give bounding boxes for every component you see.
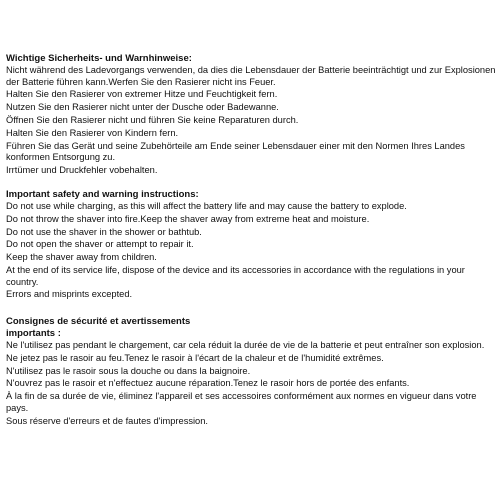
french-safety-section <box>6 316 496 428</box>
english-line: Do not use while charging, as this will affect the battery life and may cause the battery to explode. <box>6 201 407 211</box>
english-heading: Important safety and warning instructions: <box>6 189 199 200</box>
french-line: Ne jetez pas le rasoir au feu.Tenez le rasoir à l'écart de la chaleur et de l'humidité extrêmes. <box>6 352 384 363</box>
french-line: N'ouvrez pas le rasoir et n'effectuez aucune réparation.Tenez le rasoir hors de portée des enfants. <box>6 378 410 389</box>
german-line: Halten Sie den Rasierer von Kindern fern. <box>6 127 179 138</box>
german-line: Halten Sie den Rasierer von extremer Hitze und Feuchtigkeit fern. <box>6 89 278 100</box>
english-line: Do not use the shaver in the shower or bathtub. <box>6 226 202 237</box>
english-line: Do not throw the shaver into fire.Keep the shaver away from extreme heat and moisture. <box>6 213 370 224</box>
german-line: Öffnen Sie den Rasierer nicht und führen Sie keine Reparaturen durch. <box>6 114 299 125</box>
french-line: Ne l'utilisez pas pendant le chargement, car cela réduit la durée de vie de la batterie et peut entraîner son explosion. <box>6 340 485 350</box>
german-line: Führen Sie das Gerät und seine Zubehörteile am Ende seiner Lebensdauer einer mit den Normen Ihres Landes konformen Entsorgung zu. <box>6 140 465 163</box>
german-line: Nicht während des Ladevorgangs verwenden, da dies die Lebensdauer der Batterie beeinträchtigt und zur Explosionen der Batterie führen kann.Werfen Sie den Rasierer nicht ins Feuer. <box>6 65 496 87</box>
english-safety-section <box>6 189 496 302</box>
german-line: Nutzen Sie den Rasierer nicht unter der Dusche oder Badewanne. <box>6 102 279 113</box>
german-heading: Wichtige Sicherheits- und Warnhinweise: <box>6 53 192 64</box>
english-line: Errors and misprints excepted. <box>6 289 133 300</box>
german-safety-section <box>6 53 496 178</box>
english-line: Keep the shaver away from children. <box>6 252 157 263</box>
french-line: À la fin de sa durée de vie, éliminez l'appareil et ses accessoires conformément aux normes en vigueur dans votre pays. <box>6 391 477 413</box>
english-line: Do not open the shaver or attempt to repair it. <box>6 239 194 250</box>
french-subheading: importants : <box>6 328 61 339</box>
french-line: Sous réserve d'erreurs et de fautes d'impression. <box>6 415 208 426</box>
french-heading: Consignes de sécurité et avertissements <box>6 316 191 327</box>
french-line: N'utilisez pas le rasoir sous la douche ou dans la baignoire. <box>6 365 251 376</box>
german-line: Irrtümer und Druckfehler vobehalten. <box>6 164 158 175</box>
english-line: At the end of its service life, dispose of the device and its accessories in accordance with the regulations in your country. <box>6 264 465 287</box>
